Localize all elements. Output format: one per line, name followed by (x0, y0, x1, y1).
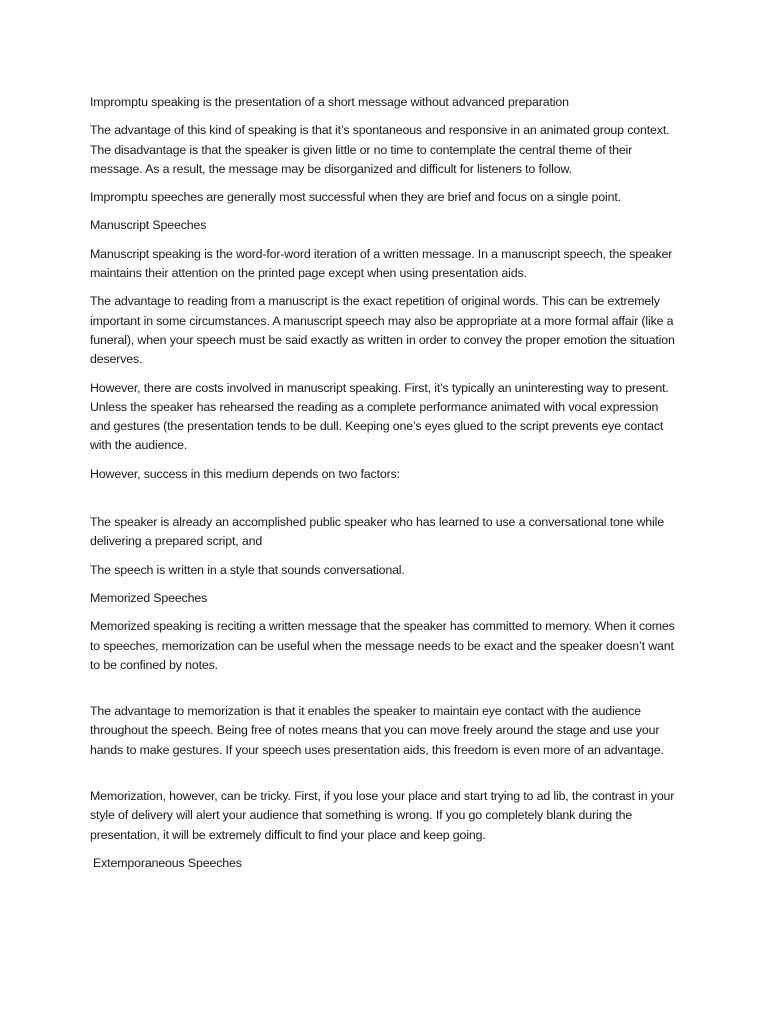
paragraph-factor-two: The speech is written in a style that sounds conversational. (90, 562, 405, 577)
paragraph-manuscript-factors: However, success in this medium depends on two factors: (90, 466, 400, 481)
paragraph-manuscript-costs: However, there are costs involved in manuscript speaking. First, it’s typically an uninteresting way to present. Unless the speaker has rehearsed the reading as a complete performance animated with vocal expression and gestures (the presentation tends to be dull. Keeping one’s eyes glued to the script prevents eye contact with the audience. (90, 380, 669, 453)
paragraph-impromptu-success: Impromptu speeches are generally most successful when they are brief and focus on a single point. (90, 190, 621, 205)
heading-extemporaneous-speeches: Extemporaneous Speeches (93, 855, 242, 870)
heading-manuscript-speeches: Manuscript Speeches (90, 218, 207, 233)
paragraph-factor-one: The speaker is already an accomplished public speaker who has learned to use a conversational tone while delivering a prepared script, and (90, 515, 664, 549)
paragraph-manuscript-definition: Manuscript speaking is the word-for-word iteration of a written message. In a manuscript speech, the speaker maintains their attention on the printed page except when using presentation aids. (90, 246, 673, 281)
paragraph-manuscript-advantage: The advantage to reading from a manuscript is the exact repetition of original words. This can be extremely important in some circumstances. A manuscript speech may also be appropriate at a more formal affair (like a funeral), when your speech must be said exactly as written in order to convey the proper emotion the situation deserves. (90, 294, 675, 367)
paragraph-impromptu-definition: Impromptu speaking is the presentation of a short message without advanced preparation (90, 95, 569, 109)
paragraph-impromptu-advantage: The advantage of this kind of speaking is that it’s spontaneous and responsive in an animated group context. The disadvantage is that the speaker is given little or no time to contemplate the central theme of their message. As a result, the message may be disorganized and difficult for listeners to follow. (90, 123, 670, 176)
paragraph-memorized-tricky: Memorization, however, can be tricky. First, if you lose your place and start trying to ad lib, the contrast in your style of delivery will alert your audience that something is wrong. If you go completely blank during the presentation, it will be extremely difficult to find your place and keep going. (90, 789, 675, 842)
paragraph-memorized-advantage: The advantage to memorization is that it enables the speaker to maintain eye contact with the audience throughout the speech. Being free of notes means that you can move freely around the stage and use your hands to make gestures. If your speech uses presentation aids, this freedom is even more of an advantage. (90, 704, 664, 757)
heading-memorized-speeches: Memorized Speeches (90, 590, 208, 605)
document-page (90, 93, 680, 882)
paragraph-memorized-definition: Memorized speaking is reciting a written message that the speaker has committed to memory. When it comes to speeches, memorization can be useful when the message needs to be exact and the speaker doesn’t want to be confined by notes. (90, 619, 675, 672)
